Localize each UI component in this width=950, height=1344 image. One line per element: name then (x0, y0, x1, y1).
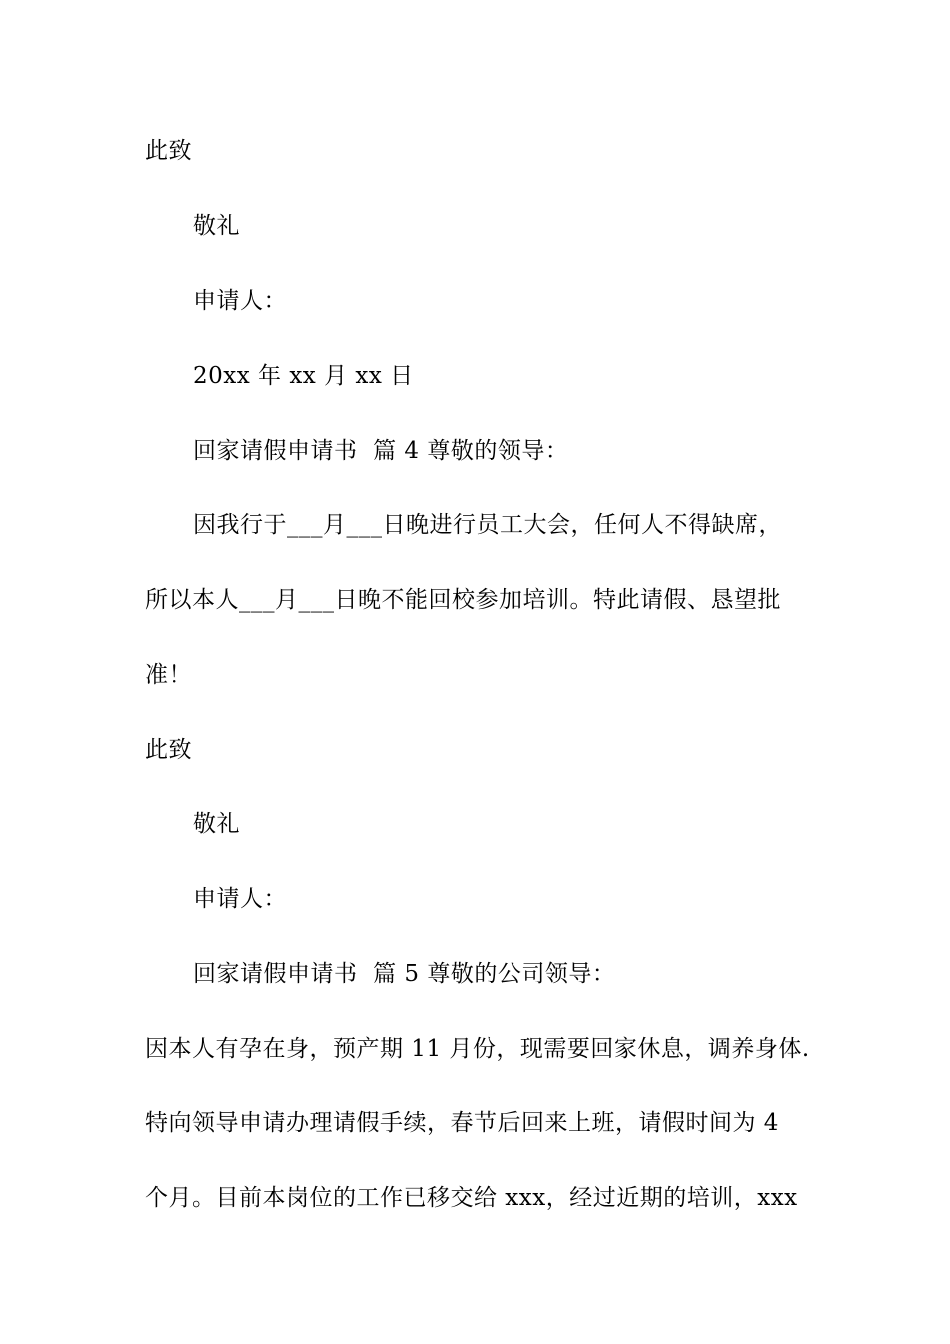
regards-line: 敬礼 (193, 213, 240, 239)
closing-salutation: 此致 (145, 138, 192, 164)
applicant-line: 申请人： (193, 886, 287, 912)
body-paragraph-line: 因本人有孕在身，预产期 11 月份，现需要回家休息，调养身体. (145, 1036, 810, 1062)
body-paragraph-line: 所以本人___月___日晚不能回校参加培训。特此请假、恳望批 (145, 587, 781, 613)
section-heading-5: 回家请假申请书 篇 5 尊敬的公司领导： (193, 961, 616, 987)
body-paragraph-line: 特向领导申请办理请假手续，春节后回来上班，请假时间为 4 (145, 1110, 779, 1136)
applicant-line: 申请人： (193, 288, 287, 314)
section-heading-4: 回家请假申请书 篇 4 尊敬的领导： (193, 438, 569, 464)
regards-line: 敬礼 (193, 811, 240, 837)
body-paragraph-line: 因我行于___月___日晚进行员工大会，任何人不得缺席， (193, 512, 782, 538)
closing-salutation: 此致 (145, 737, 192, 763)
date-line: 20xx 年 xx 月 xx 日 (193, 363, 414, 389)
body-paragraph-line: 个月。目前本岗位的工作已移交给 xxx，经过近期的培训，xxx (145, 1185, 798, 1211)
body-paragraph-line: 准！ (145, 662, 192, 688)
